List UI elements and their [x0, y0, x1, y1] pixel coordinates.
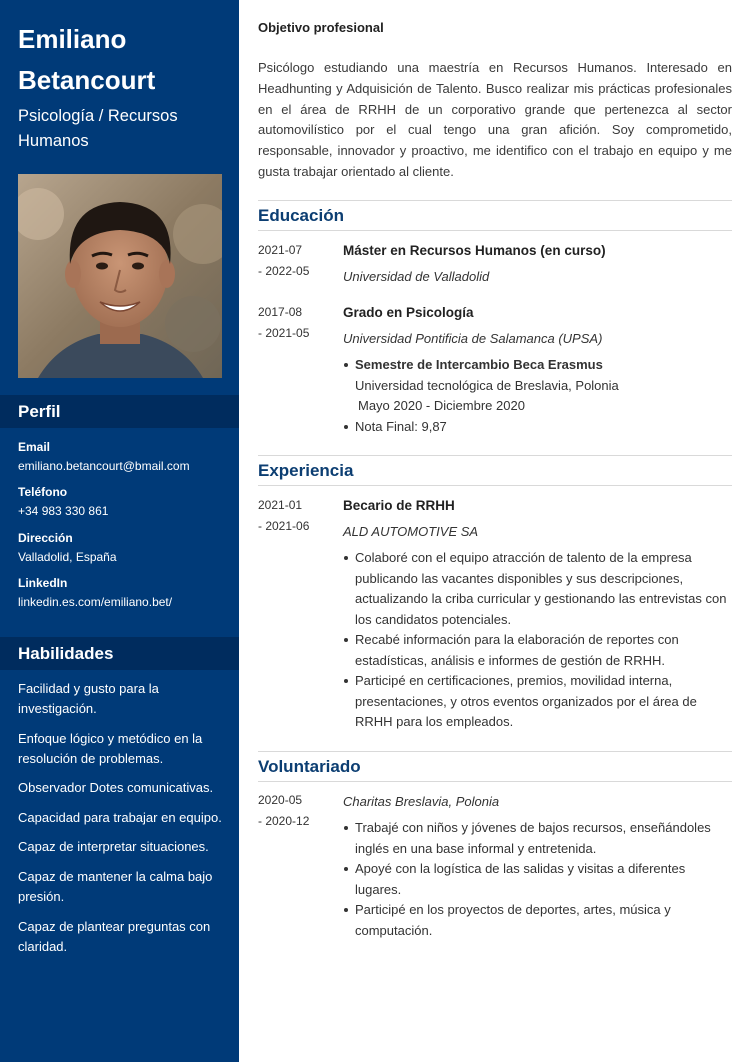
- skill-item: Capaz de plantear preguntas con claridad.: [18, 918, 211, 954]
- phone-label: Teléfono: [18, 485, 68, 499]
- skill-item: Capaz de mantener la calma bajo presión.: [18, 868, 213, 904]
- education-date: [258, 240, 328, 282]
- skill-item: Capacidad para trabajar en equipo.: [18, 809, 222, 825]
- grade-item: Nota Final: 9,87: [343, 417, 735, 438]
- contact-address: [18, 530, 233, 565]
- date-end: - 2021-06: [258, 519, 310, 533]
- education-title: Máster en Recursos Humanos (en curso): [343, 243, 606, 258]
- experience-bullet: Colaboré con el equipo atracción de talento de la empresa publicando las vacantes disponibles y sus descripciones, actualizando la criba curricular y gestionando las entrevistas con los candidatos potenciales.: [343, 548, 735, 630]
- date-start: 2017-08: [258, 305, 303, 319]
- education-title: Grado en Psicología: [343, 305, 474, 320]
- sidebar: [0, 0, 239, 1062]
- experience-bullets: [343, 548, 735, 733]
- volunteering-bullet: Trabajé con niños y jóvenes de bajos recursos, enseñándoles inglés en una base informal y entretenida.: [343, 818, 735, 859]
- date-end: - 2021-05: [258, 326, 310, 340]
- contact-email: [18, 439, 233, 474]
- skills-list: [18, 679, 223, 966]
- skill-item: Facilidad y gusto para la investigación.: [18, 681, 159, 716]
- experience-section-header: [258, 455, 732, 486]
- date-start: 2021-07: [258, 243, 303, 257]
- linkedin-value: linkedin.es.com/emiliano.bet/: [18, 595, 173, 609]
- exchange-item: [343, 355, 735, 417]
- contact-phone: [18, 484, 233, 519]
- date-end: - 2022-05: [258, 264, 310, 278]
- skill-item: Observador Dotes comunicativas.: [18, 780, 214, 796]
- experience-bullet: Recabé información para la elaboración de reportes con estadísticas, análisis e informes de gestión de RRHH.: [343, 630, 735, 671]
- education-institution: Universidad Pontificia de Salamanca (UPSA): [343, 331, 603, 346]
- experience-title: Becario de RRHH: [343, 498, 455, 513]
- date-start: 2021-01: [258, 498, 303, 512]
- objective-title: Objetivo profesional: [258, 20, 384, 35]
- skill-item: Capaz de interpretar situaciones.: [18, 839, 209, 855]
- date-end: - 2020-12: [258, 814, 310, 828]
- volunteering-heading: Voluntariado: [258, 757, 361, 776]
- address-value: Valladolid, España: [18, 550, 117, 564]
- profile-heading: Perfil: [0, 395, 239, 428]
- email-label: Email: [18, 440, 51, 454]
- profile-photo: [18, 174, 222, 378]
- education-section-header: [258, 200, 732, 231]
- exchange-dates: Mayo 2020 - Diciembre 2020: [358, 398, 525, 413]
- candidate-name: [18, 19, 228, 101]
- volunteering-bullet: Participé en los proyectos de deportes, artes, música y computación.: [343, 900, 735, 941]
- volunteering-date: [258, 790, 328, 832]
- exchange-list: [343, 355, 735, 437]
- exchange-place: Universidad tecnológica de Breslavia, Polonia: [355, 377, 619, 393]
- volunteering-bullets: [343, 818, 735, 941]
- address-label: Dirección: [18, 531, 73, 545]
- skills-heading: Habilidades: [0, 637, 239, 670]
- volunteering-organization: Charitas Breslavia, Polonia: [343, 794, 500, 809]
- portrait-image: [18, 174, 222, 378]
- candidate-role: Psicología / Recursos Humanos: [18, 107, 178, 150]
- experience-date: [258, 495, 328, 537]
- volunteering-section-header: [258, 751, 732, 782]
- exchange-title: Semestre de Intercambio Beca Erasmus: [355, 357, 603, 372]
- experience-heading: Experiencia: [258, 461, 354, 480]
- experience-company: ALD AUTOMOTIVE SA: [343, 524, 479, 539]
- volunteering-bullet: Apoyé con la logística de las salidas y visitas a diferentes lugares.: [343, 859, 735, 900]
- linkedin-label: LinkedIn: [18, 576, 68, 590]
- experience-bullet: Participé en certificaciones, premios, movilidad interna, presentaciones, y otros eventos organizados por el área de RRHH para los empleados.: [343, 671, 735, 733]
- education-institution: Universidad de Valladolid: [343, 269, 490, 284]
- education-heading: Educación: [258, 206, 344, 225]
- skill-item: Enfoque lógico y metódico en la resolución de problemas.: [18, 730, 203, 766]
- education-date: [258, 302, 328, 344]
- objective-text: Psicólogo estudiando una maestría en Recursos Humanos. Interesado en Headhunting y Adquisición de Talento. Busco realizar mis prácticas profesionales en el área de RRHH de un corporativo grande que pertenezca al sector automovilístico por el cual tengo una gran afición. Soy comprometido, responsable, innovador y proactivo, me identifico con el trabajo en equipo y me gusta trabajar orientado al cliente.: [258, 60, 732, 179]
- last-name: Betancourt: [18, 65, 156, 95]
- first-name: Emiliano: [18, 24, 127, 54]
- phone-value: +34 983 330 861: [18, 504, 109, 518]
- email-value: emiliano.betancourt@bmail.com: [18, 459, 190, 473]
- date-start: 2020-05: [258, 793, 303, 807]
- contact-linkedin: [18, 575, 233, 610]
